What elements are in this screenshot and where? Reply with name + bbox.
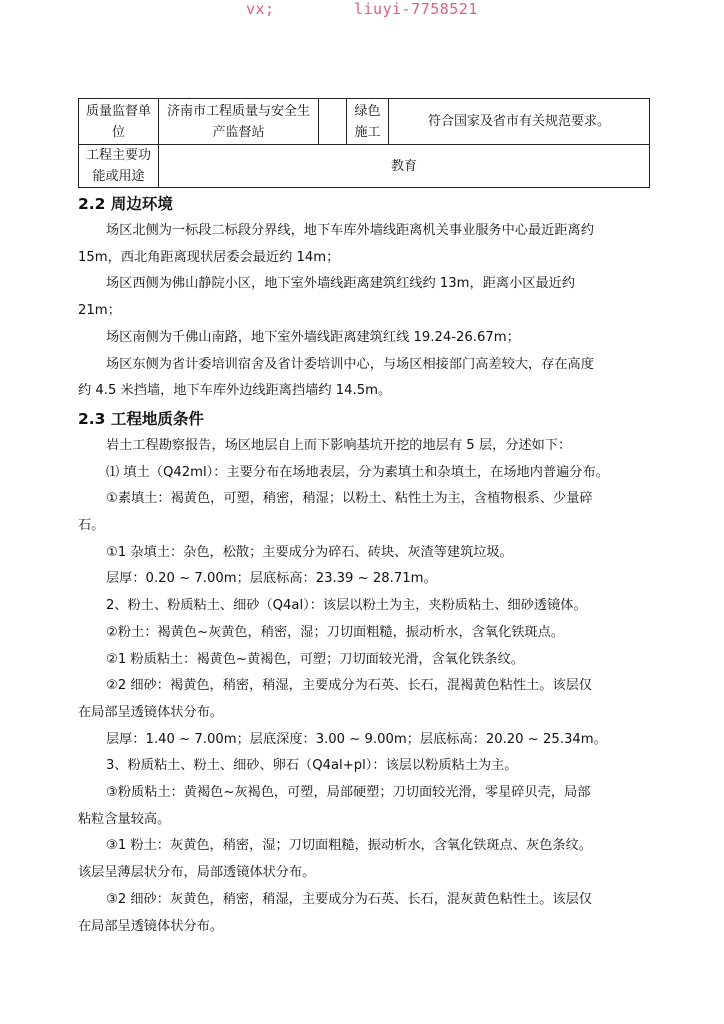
- green-construction-label: 绿色施工: [347, 99, 389, 145]
- paragraph-line: 粘粒含量较高。: [78, 811, 171, 827]
- paragraph-line: 3、粉质粘土、粉土、细砂、卵石（Q4al+pl）：该层以粉质粘土为主。: [106, 758, 518, 774]
- paragraph-line: 在局部呈透镜体状分布。: [78, 704, 224, 720]
- supervision-unit-value: 济南市工程质量与安全生产监督站: [159, 99, 319, 145]
- paragraph-line: ②粉土：褐黄色~灰黄色，稍密，湿；刀切面粗糙，振动析水，含氧化铁斑点。: [106, 624, 565, 640]
- paragraph-line: ①1 杂填土：杂色，松散；主要成分为碎石、砖块、灰渣等建筑垃圾。: [106, 544, 513, 560]
- supervision-unit-label: 质量监督单位: [79, 99, 159, 145]
- watermark-left: vx;: [246, 0, 275, 18]
- paragraph-line: 15m，西北角距离现状居委会最近约 14m；: [78, 249, 340, 265]
- green-construction-value: 符合国家及省市有关规范要求。: [389, 99, 650, 145]
- section-heading-2-2: 2.2 周边环境: [78, 195, 173, 213]
- paragraph-line: 场区南侧为千佛山南路，地下室外墙线距离建筑红线 19.24-26.67m；: [106, 329, 520, 345]
- paragraph-line: 约 4.5 米挡墙，地下车库外边线距离挡墙约 14.5m。: [78, 383, 392, 399]
- paragraph-line: ③1 粉土：灰黄色，稍密，湿；刀切面粗糙，振动析水，含氧化铁斑点、灰色条纹。: [106, 838, 592, 854]
- paragraph-line: 场区北侧为一标段二标段分界线，地下车库外墙线距离机关事业服务中心最近距离约: [106, 223, 594, 238]
- main-function-label: 工程主要功能或用途: [79, 145, 159, 188]
- paragraph-line: ⑴ 填土（Q42ml）：主要分布在场地表层，分为素填土和杂填土，在场地内普遍分布。: [106, 464, 609, 480]
- table-row: [79, 99, 650, 145]
- table-row: [79, 145, 650, 188]
- document-body: [78, 190, 649, 940]
- paragraph-line: 场区西侧为佛山静院小区，地下室外墙线距离建筑红线约 13m，距离小区最近约: [106, 276, 576, 292]
- paragraph-line: 石。: [78, 518, 105, 534]
- paragraph-line: ③2 细砂：灰黄色，稍密，稍湿，主要成分为石英、长石，混灰黄色粘性土。该层仅: [106, 891, 592, 907]
- watermark: [0, 0, 724, 22]
- paragraph-line: ②2 细砂：褐黄色，稍密，稍湿，主要成分为石英、长石，混褐黄色粘性土。该层仅: [106, 678, 592, 694]
- paragraph-line: 2、粉土、粉质粘土、细砂（Q4al）：该层以粉土为主，夹粉质粘土、细砂透镜体。: [106, 598, 587, 614]
- paragraph-line: 场区东侧为省计委培训宿舍及省计委培训中心，与场区相接部门高差较大，存在高度: [106, 356, 594, 372]
- paragraph-line: 层厚：0.20 ~ 7.00m；层底标高：23.39 ~ 28.71m。: [106, 571, 437, 587]
- paragraph-line: 层厚：1.40 ~ 7.00m；层底深度：3.00 ~ 9.00m；层底标高：20.20 ~ 25.34m。: [106, 731, 607, 747]
- paragraph-line: 该层呈薄层状分布，局部透镜体状分布。: [78, 865, 316, 881]
- watermark-right: liuyi-7758521: [354, 0, 478, 18]
- paragraph-line: ②1 粉质粘土：褐黄色~黄褐色，可塑；刀切面较光滑，含氧化铁条纹。: [106, 651, 524, 667]
- paragraph-line: ①素填土：褐黄色，可塑，稍密，稍湿；以粉土、粘性土为主，含植物根系、少量碎: [106, 491, 593, 507]
- empty-cell: [319, 99, 347, 145]
- paragraph-line: ③粉质粘土：黄褐色~灰褐色，可塑，局部硬塑；刀切面较光滑，零星碎贝壳，局部: [106, 785, 591, 801]
- paragraph-line: 岩土工程勘察报告，场区地层自上而下影响基坑开挖的地层有 5 层，分述如下：: [106, 437, 572, 453]
- main-function-value: 教育: [159, 145, 650, 188]
- project-info-table: [78, 98, 650, 188]
- section-heading-2-3: 2.3 工程地质条件: [78, 409, 204, 428]
- paragraph-line: 21m；: [78, 303, 121, 319]
- paragraph-line: 在局部呈透镜体状分布。: [78, 918, 224, 934]
